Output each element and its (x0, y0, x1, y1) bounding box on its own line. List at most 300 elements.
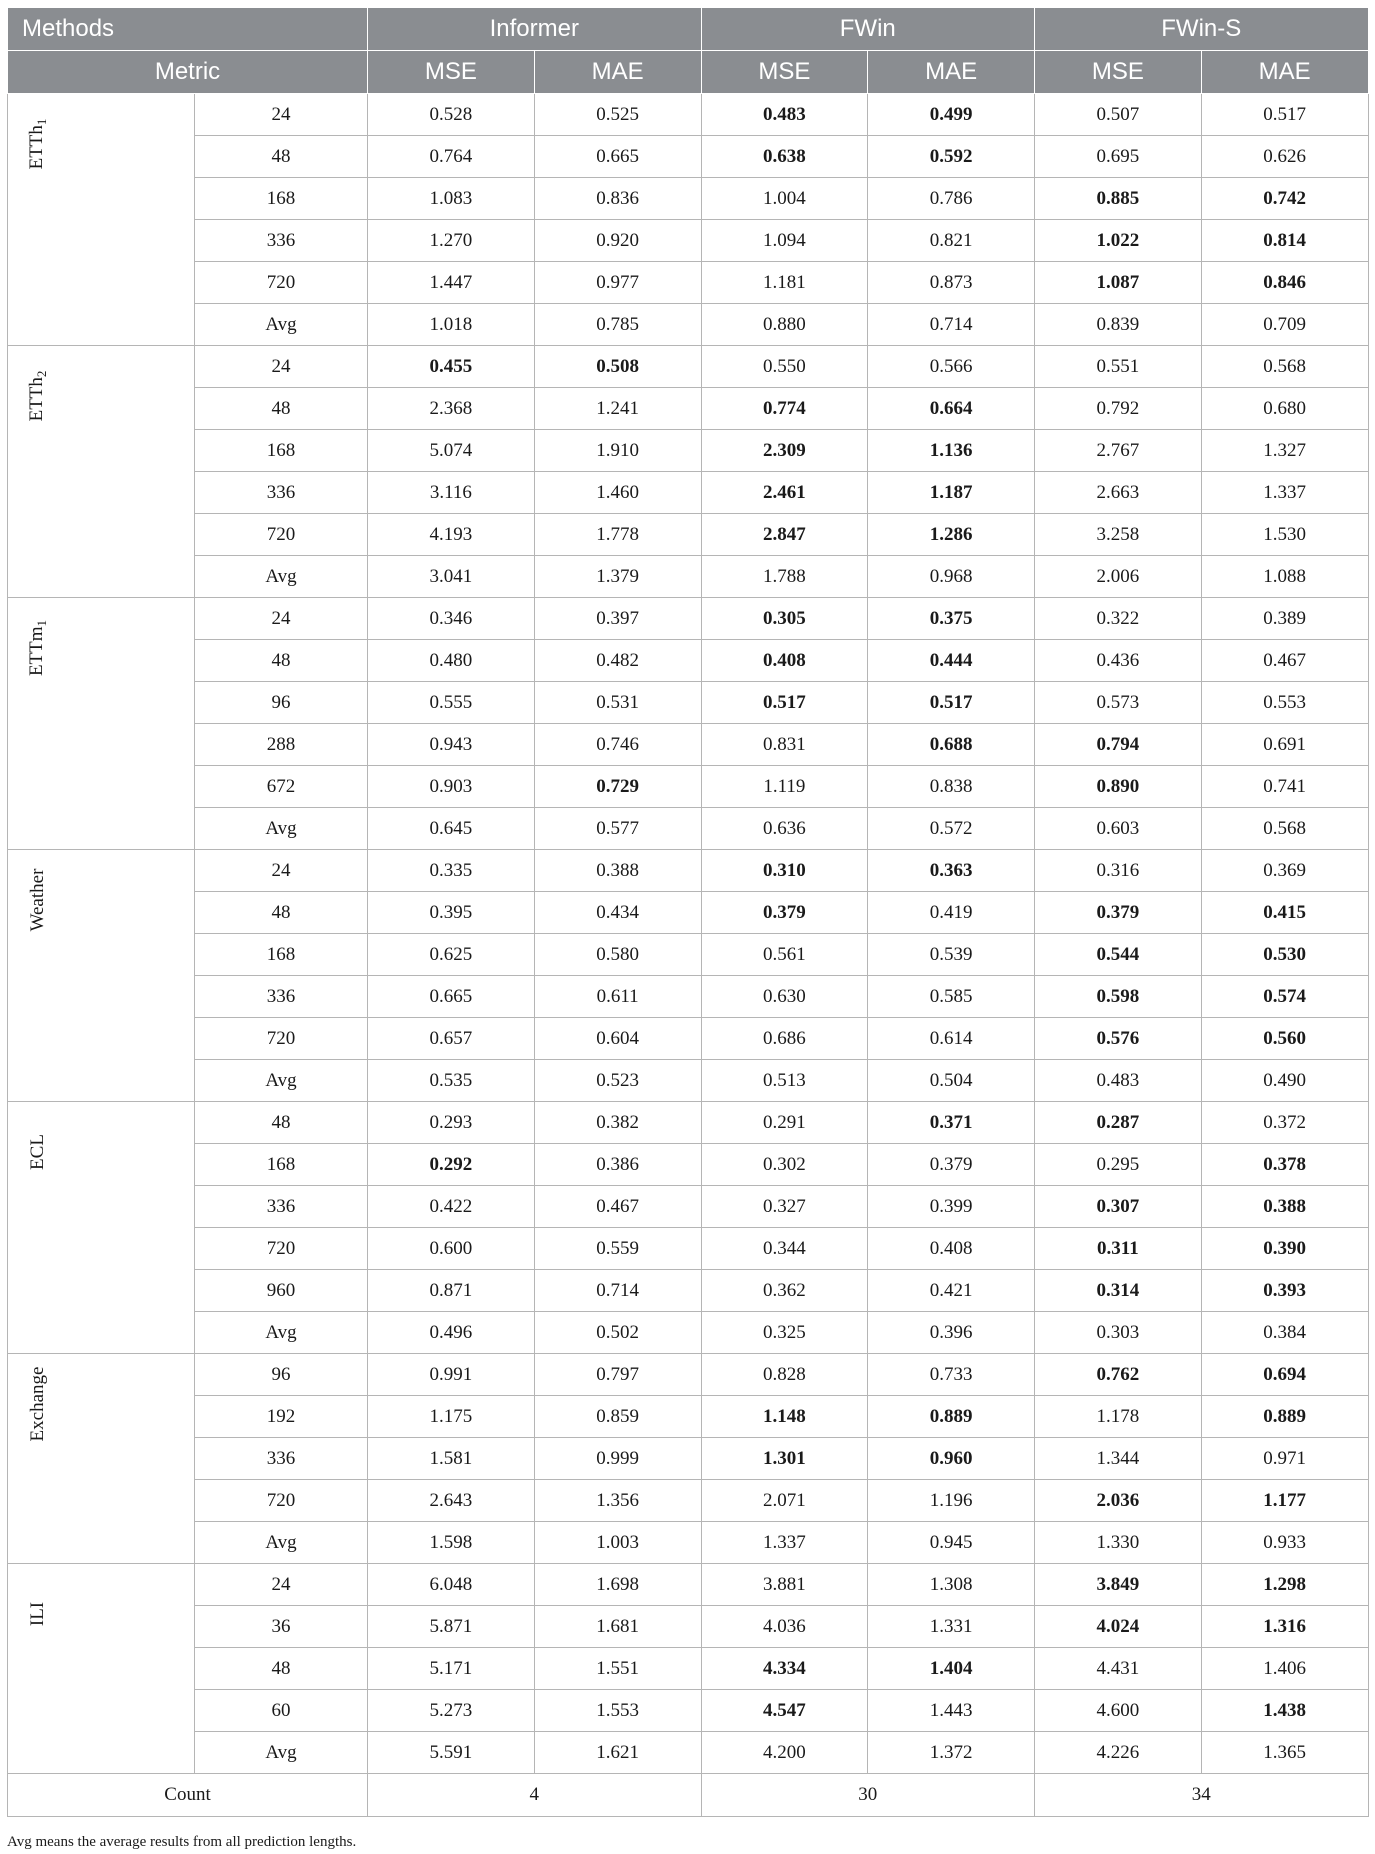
prediction-length-cell: 24 (195, 1564, 368, 1606)
value-cell: 0.873 (868, 262, 1035, 304)
value-cell: 0.531 (534, 682, 701, 724)
value-cell: 0.598 (1035, 976, 1202, 1018)
header-row-models (8, 8, 1369, 51)
dataset-name: ETTh (26, 125, 47, 170)
value-cell: 0.517 (1201, 94, 1368, 136)
prediction-length-cell: 48 (195, 136, 368, 178)
value-cell: 1.681 (534, 1606, 701, 1648)
value-cell: 4.226 (1035, 1732, 1202, 1774)
prediction-length-cell: 720 (195, 514, 368, 556)
value-cell: 2.461 (701, 472, 868, 514)
value-cell: 1.298 (1201, 1564, 1368, 1606)
value-cell: 0.574 (1201, 976, 1368, 1018)
value-cell: 1.581 (368, 1438, 535, 1480)
value-cell: 0.436 (1035, 640, 1202, 682)
value-cell: 1.327 (1201, 430, 1368, 472)
value-cell: 0.991 (368, 1354, 535, 1396)
dataset-name: ETTm (26, 626, 47, 677)
value-cell: 0.322 (1035, 598, 1202, 640)
value-cell: 0.573 (1035, 682, 1202, 724)
dataset-name: ECL (27, 1134, 48, 1170)
value-cell: 0.611 (534, 976, 701, 1018)
table-row (8, 934, 1369, 976)
value-cell: 4.200 (701, 1732, 868, 1774)
count-label: Count (8, 1774, 368, 1817)
value-cell: 1.365 (1201, 1732, 1368, 1774)
value-cell: 1.094 (701, 220, 868, 262)
value-cell: 0.559 (534, 1228, 701, 1270)
value-cell: 0.665 (368, 976, 535, 1018)
table-row (8, 682, 1369, 724)
value-cell: 0.839 (1035, 304, 1202, 346)
value-cell: 0.305 (701, 598, 868, 640)
value-cell: 0.507 (1035, 94, 1202, 136)
dataset-name: Weather (27, 868, 48, 932)
value-cell: 2.643 (368, 1480, 535, 1522)
value-cell: 0.483 (1035, 1060, 1202, 1102)
value-cell: 0.774 (701, 388, 868, 430)
value-cell: 1.301 (701, 1438, 868, 1480)
prediction-length-cell: 48 (195, 640, 368, 682)
value-cell: 0.363 (868, 850, 1035, 892)
dataset-name: ILI (27, 1601, 48, 1627)
value-cell: 0.496 (368, 1312, 535, 1354)
value-cell: 1.406 (1201, 1648, 1368, 1690)
value-cell: 0.630 (701, 976, 868, 1018)
value-cell: 0.327 (701, 1186, 868, 1228)
value-cell: 0.603 (1035, 808, 1202, 850)
value-cell: 0.480 (368, 640, 535, 682)
value-cell: 0.291 (701, 1102, 868, 1144)
table-row (8, 1060, 1369, 1102)
value-cell: 0.287 (1035, 1102, 1202, 1144)
metric-header: Metric (8, 51, 368, 94)
prediction-length-cell: Avg (195, 304, 368, 346)
table-row (8, 346, 1369, 388)
value-cell: 0.499 (868, 94, 1035, 136)
value-cell: 0.362 (701, 1270, 868, 1312)
metric-mae-fwin-s: MAE (1201, 51, 1368, 94)
value-cell: 0.504 (868, 1060, 1035, 1102)
value-cell: 0.742 (1201, 178, 1368, 220)
value-cell: 1.175 (368, 1396, 535, 1438)
prediction-length-cell: Avg (195, 1732, 368, 1774)
value-cell: 0.794 (1035, 724, 1202, 766)
value-cell: 0.375 (868, 598, 1035, 640)
value-cell: 1.379 (534, 556, 701, 598)
value-cell: 0.903 (368, 766, 535, 808)
value-cell: 0.838 (868, 766, 1035, 808)
prediction-length-cell: Avg (195, 556, 368, 598)
value-cell: 4.024 (1035, 1606, 1202, 1648)
value-cell: 0.714 (534, 1270, 701, 1312)
value-cell: 5.074 (368, 430, 535, 472)
prediction-length-cell: 48 (195, 1648, 368, 1690)
value-cell: 0.316 (1035, 850, 1202, 892)
value-cell: 0.525 (534, 94, 701, 136)
table-row (8, 388, 1369, 430)
value-cell: 0.585 (868, 976, 1035, 1018)
dataset-label (26, 620, 50, 676)
prediction-length-cell: 36 (195, 1606, 368, 1648)
value-cell: 0.920 (534, 220, 701, 262)
count-value: 4 (368, 1774, 702, 1817)
prediction-length-cell: 336 (195, 220, 368, 262)
prediction-length-cell: 672 (195, 766, 368, 808)
value-cell: 0.307 (1035, 1186, 1202, 1228)
value-cell: 3.041 (368, 556, 535, 598)
prediction-length-cell: 288 (195, 724, 368, 766)
value-cell: 0.517 (701, 682, 868, 724)
table-row (8, 1732, 1369, 1774)
value-cell: 1.530 (1201, 514, 1368, 556)
value-cell: 0.636 (701, 808, 868, 850)
value-cell: 0.396 (868, 1312, 1035, 1354)
table-row (8, 808, 1369, 850)
model-header-fwin-s: FWin-S (1035, 8, 1369, 51)
value-cell: 0.568 (1201, 808, 1368, 850)
value-cell: 0.880 (701, 304, 868, 346)
value-cell: 0.859 (534, 1396, 701, 1438)
table-row (8, 1522, 1369, 1564)
value-cell: 0.664 (868, 388, 1035, 430)
value-cell: 1.356 (534, 1480, 701, 1522)
value-cell: 0.393 (1201, 1270, 1368, 1312)
prediction-length-cell: 24 (195, 94, 368, 136)
value-cell: 0.434 (534, 892, 701, 934)
value-cell: 0.523 (534, 1060, 701, 1102)
value-cell: 0.560 (1201, 1018, 1368, 1060)
value-cell: 0.960 (868, 1438, 1035, 1480)
value-cell: 4.600 (1035, 1690, 1202, 1732)
table-row (8, 262, 1369, 304)
dataset-subscript: 1 (34, 619, 49, 627)
value-cell: 0.303 (1035, 1312, 1202, 1354)
prediction-length-cell: 720 (195, 1228, 368, 1270)
prediction-length-cell: 720 (195, 262, 368, 304)
value-cell: 0.311 (1035, 1228, 1202, 1270)
value-cell: 2.767 (1035, 430, 1202, 472)
value-cell: 2.663 (1035, 472, 1202, 514)
value-cell: 1.698 (534, 1564, 701, 1606)
value-cell: 1.004 (701, 178, 868, 220)
value-cell: 1.187 (868, 472, 1035, 514)
dataset-label (27, 1134, 49, 1170)
prediction-length-cell: 168 (195, 430, 368, 472)
value-cell: 0.580 (534, 934, 701, 976)
prediction-length-cell: 720 (195, 1480, 368, 1522)
value-cell: 3.849 (1035, 1564, 1202, 1606)
value-cell: 0.741 (1201, 766, 1368, 808)
table-footnote: Avg means the average results from all prediction lengths. (7, 1834, 357, 1850)
value-cell: 0.508 (534, 346, 701, 388)
table-row (8, 514, 1369, 556)
prediction-length-cell: 96 (195, 1354, 368, 1396)
prediction-length-cell: 24 (195, 598, 368, 640)
prediction-length-cell: 336 (195, 976, 368, 1018)
value-cell: 0.379 (1035, 892, 1202, 934)
value-cell: 0.691 (1201, 724, 1368, 766)
value-cell: 0.344 (701, 1228, 868, 1270)
value-cell: 1.598 (368, 1522, 535, 1564)
value-cell: 0.372 (1201, 1102, 1368, 1144)
value-cell: 1.344 (1035, 1438, 1202, 1480)
value-cell: 0.831 (701, 724, 868, 766)
value-cell: 1.447 (368, 262, 535, 304)
table-row (8, 1018, 1369, 1060)
value-cell: 0.388 (1201, 1186, 1368, 1228)
dataset-cell (8, 94, 195, 346)
value-cell: 0.455 (368, 346, 535, 388)
value-cell: 0.846 (1201, 262, 1368, 304)
value-cell: 0.889 (1201, 1396, 1368, 1438)
value-cell: 0.292 (368, 1144, 535, 1186)
value-cell: 1.178 (1035, 1396, 1202, 1438)
value-cell: 0.444 (868, 640, 1035, 682)
prediction-length-cell: Avg (195, 1060, 368, 1102)
dataset-name: Exchange (27, 1366, 48, 1442)
value-cell: 1.460 (534, 472, 701, 514)
table-row (8, 1648, 1369, 1690)
value-cell: 2.309 (701, 430, 868, 472)
value-cell: 1.621 (534, 1732, 701, 1774)
value-cell: 0.821 (868, 220, 1035, 262)
value-cell: 0.490 (1201, 1060, 1368, 1102)
value-cell: 0.395 (368, 892, 535, 934)
table-row (8, 1102, 1369, 1144)
value-cell: 1.788 (701, 556, 868, 598)
value-cell: 1.337 (701, 1522, 868, 1564)
value-cell: 0.871 (368, 1270, 535, 1312)
value-cell: 0.535 (368, 1060, 535, 1102)
dataset-cell (8, 598, 195, 850)
value-cell: 1.330 (1035, 1522, 1202, 1564)
table-row (8, 1354, 1369, 1396)
value-cell: 0.482 (534, 640, 701, 682)
value-cell: 0.517 (868, 682, 1035, 724)
table-row (8, 1480, 1369, 1522)
value-cell: 1.088 (1201, 556, 1368, 598)
value-cell: 0.528 (368, 94, 535, 136)
value-cell: 0.389 (1201, 598, 1368, 640)
table-row (8, 1690, 1369, 1732)
value-cell: 0.889 (868, 1396, 1035, 1438)
value-cell: 0.933 (1201, 1522, 1368, 1564)
value-cell: 0.325 (701, 1312, 868, 1354)
value-cell: 5.171 (368, 1648, 535, 1690)
dataset-name: ETTh (26, 377, 47, 422)
table-row (8, 1186, 1369, 1228)
value-cell: 0.388 (534, 850, 701, 892)
value-cell: 1.087 (1035, 262, 1202, 304)
value-cell: 0.764 (368, 136, 535, 178)
model-header-informer: Informer (368, 8, 702, 51)
results-table (7, 7, 1369, 1817)
value-cell: 0.513 (701, 1060, 868, 1102)
methods-header: Methods (8, 8, 368, 51)
prediction-length-cell: 24 (195, 850, 368, 892)
value-cell: 0.977 (534, 262, 701, 304)
value-cell: 1.778 (534, 514, 701, 556)
value-cell: 1.443 (868, 1690, 1035, 1732)
value-cell: 0.733 (868, 1354, 1035, 1396)
prediction-length-cell: 960 (195, 1270, 368, 1312)
value-cell: 0.746 (534, 724, 701, 766)
table-row (8, 1228, 1369, 1270)
results-body (8, 94, 1369, 1817)
prediction-length-cell: 336 (195, 1438, 368, 1480)
table-row (8, 892, 1369, 934)
table-row (8, 556, 1369, 598)
value-cell: 1.910 (534, 430, 701, 472)
results-table-container (7, 7, 1368, 1817)
value-cell: 1.196 (868, 1480, 1035, 1522)
value-cell: 1.286 (868, 514, 1035, 556)
value-cell: 0.814 (1201, 220, 1368, 262)
dataset-label (26, 119, 50, 170)
value-cell: 5.871 (368, 1606, 535, 1648)
value-cell: 0.384 (1201, 1312, 1368, 1354)
dataset-label (26, 371, 50, 422)
value-cell: 0.397 (534, 598, 701, 640)
value-cell: 4.334 (701, 1648, 868, 1690)
value-cell: 1.119 (701, 766, 868, 808)
model-header-fwin: FWin (701, 8, 1035, 51)
value-cell: 0.577 (534, 808, 701, 850)
value-cell: 0.293 (368, 1102, 535, 1144)
value-cell: 0.467 (1201, 640, 1368, 682)
value-cell: 0.502 (534, 1312, 701, 1354)
value-cell: 3.881 (701, 1564, 868, 1606)
value-cell: 0.709 (1201, 304, 1368, 346)
value-cell: 0.786 (868, 178, 1035, 220)
value-cell: 0.408 (868, 1228, 1035, 1270)
prediction-length-cell: 60 (195, 1690, 368, 1732)
value-cell: 0.797 (534, 1354, 701, 1396)
metric-mse-fwin: MSE (701, 51, 868, 94)
table-row (8, 976, 1369, 1018)
value-cell: 1.177 (1201, 1480, 1368, 1522)
value-cell: 1.270 (368, 220, 535, 262)
table-row (8, 1312, 1369, 1354)
value-cell: 0.561 (701, 934, 868, 976)
value-cell: 0.657 (368, 1018, 535, 1060)
prediction-length-cell: 168 (195, 1144, 368, 1186)
value-cell: 0.665 (534, 136, 701, 178)
value-cell: 0.945 (868, 1522, 1035, 1564)
count-value: 30 (701, 1774, 1035, 1817)
value-cell: 0.369 (1201, 850, 1368, 892)
value-cell: 0.729 (534, 766, 701, 808)
value-cell: 4.036 (701, 1606, 868, 1648)
value-cell: 0.714 (868, 304, 1035, 346)
value-cell: 0.626 (1201, 136, 1368, 178)
value-cell: 0.483 (701, 94, 868, 136)
metric-mse-fwin-s: MSE (1035, 51, 1202, 94)
value-cell: 1.136 (868, 430, 1035, 472)
value-cell: 4.193 (368, 514, 535, 556)
value-cell: 2.006 (1035, 556, 1202, 598)
value-cell: 0.592 (868, 136, 1035, 178)
value-cell: 2.368 (368, 388, 535, 430)
prediction-length-cell: 336 (195, 472, 368, 514)
value-cell: 0.302 (701, 1144, 868, 1186)
count-value: 34 (1035, 1774, 1369, 1817)
value-cell: 1.553 (534, 1690, 701, 1732)
value-cell: 0.695 (1035, 136, 1202, 178)
table-row (8, 724, 1369, 766)
table-row (8, 94, 1369, 136)
dataset-label (27, 1367, 49, 1442)
value-cell: 1.438 (1201, 1690, 1368, 1732)
value-cell: 6.048 (368, 1564, 535, 1606)
value-cell: 1.003 (534, 1522, 701, 1564)
value-cell: 0.550 (701, 346, 868, 388)
value-cell: 0.968 (868, 556, 1035, 598)
value-cell: 1.083 (368, 178, 535, 220)
value-cell: 0.386 (534, 1144, 701, 1186)
value-cell: 0.544 (1035, 934, 1202, 976)
table-row (8, 598, 1369, 640)
value-cell: 0.390 (1201, 1228, 1368, 1270)
prediction-length-cell: 720 (195, 1018, 368, 1060)
value-cell: 0.415 (1201, 892, 1368, 934)
value-cell: 0.762 (1035, 1354, 1202, 1396)
value-cell: 0.576 (1035, 1018, 1202, 1060)
value-cell: 0.999 (534, 1438, 701, 1480)
value-cell: 2.071 (701, 1480, 868, 1522)
dataset-label (27, 869, 49, 932)
value-cell: 3.116 (368, 472, 535, 514)
value-cell: 0.614 (868, 1018, 1035, 1060)
value-cell: 1.337 (1201, 472, 1368, 514)
prediction-length-cell: Avg (195, 808, 368, 850)
value-cell: 0.421 (868, 1270, 1035, 1312)
table-row (8, 1606, 1369, 1648)
value-cell: 0.604 (534, 1018, 701, 1060)
value-cell: 0.539 (868, 934, 1035, 976)
dataset-cell (8, 1354, 195, 1564)
value-cell: 1.241 (534, 388, 701, 430)
value-cell: 1.148 (701, 1396, 868, 1438)
dataset-cell (8, 346, 195, 598)
value-cell: 0.828 (701, 1354, 868, 1396)
value-cell: 0.419 (868, 892, 1035, 934)
value-cell: 0.568 (1201, 346, 1368, 388)
table-row (8, 136, 1369, 178)
table-row (8, 1144, 1369, 1186)
value-cell: 1.331 (868, 1606, 1035, 1648)
value-cell: 1.372 (868, 1732, 1035, 1774)
value-cell: 0.295 (1035, 1144, 1202, 1186)
prediction-length-cell: 336 (195, 1186, 368, 1228)
value-cell: 1.308 (868, 1564, 1035, 1606)
value-cell: 0.625 (368, 934, 535, 976)
value-cell: 0.530 (1201, 934, 1368, 976)
value-cell: 4.431 (1035, 1648, 1202, 1690)
value-cell: 0.422 (368, 1186, 535, 1228)
prediction-length-cell: 168 (195, 934, 368, 976)
value-cell: 0.572 (868, 808, 1035, 850)
table-row (8, 304, 1369, 346)
value-cell: 3.258 (1035, 514, 1202, 556)
value-cell: 0.379 (868, 1144, 1035, 1186)
value-cell: 0.785 (534, 304, 701, 346)
value-cell: 0.467 (534, 1186, 701, 1228)
value-cell: 4.547 (701, 1690, 868, 1732)
value-cell: 0.310 (701, 850, 868, 892)
prediction-length-cell: 48 (195, 388, 368, 430)
